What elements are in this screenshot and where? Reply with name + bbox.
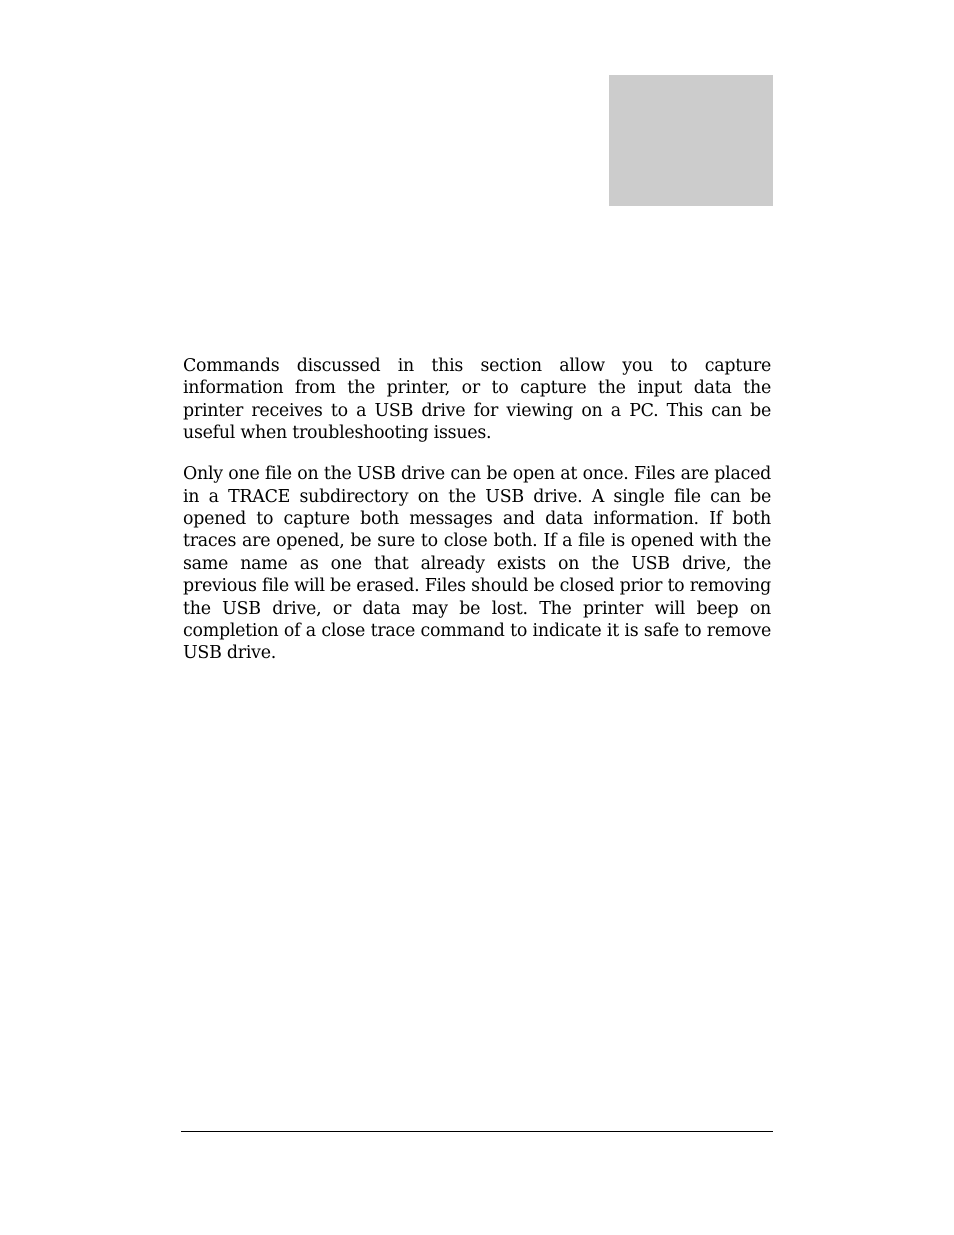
main-content (183, 355, 771, 665)
intro-paragraph: Commands discussed in this section allow you to capture information from the printer, or to capture the input data the printer receives to a USB drive for viewing on a PC. This can be useful when troubleshooting issues. (183, 356, 771, 444)
chapter-tab-box (609, 75, 773, 206)
usb-file-paragraph: Only one file on the USB drive can be open at once. Files are placed in a TRACE subdirectory on the USB drive. A single file can be opened to capture both messages and data information. If both traces are opened, be sure to close both. If a file is opened with the same name as one that already exists on the USB drive, the previous file will be erased. Files should be closed prior to removing the USB drive, or data may be lost. The printer will beep on completion of a close trace command to indicate it is safe to remove USB drive. (183, 464, 771, 664)
footer-divider (181, 1131, 773, 1132)
